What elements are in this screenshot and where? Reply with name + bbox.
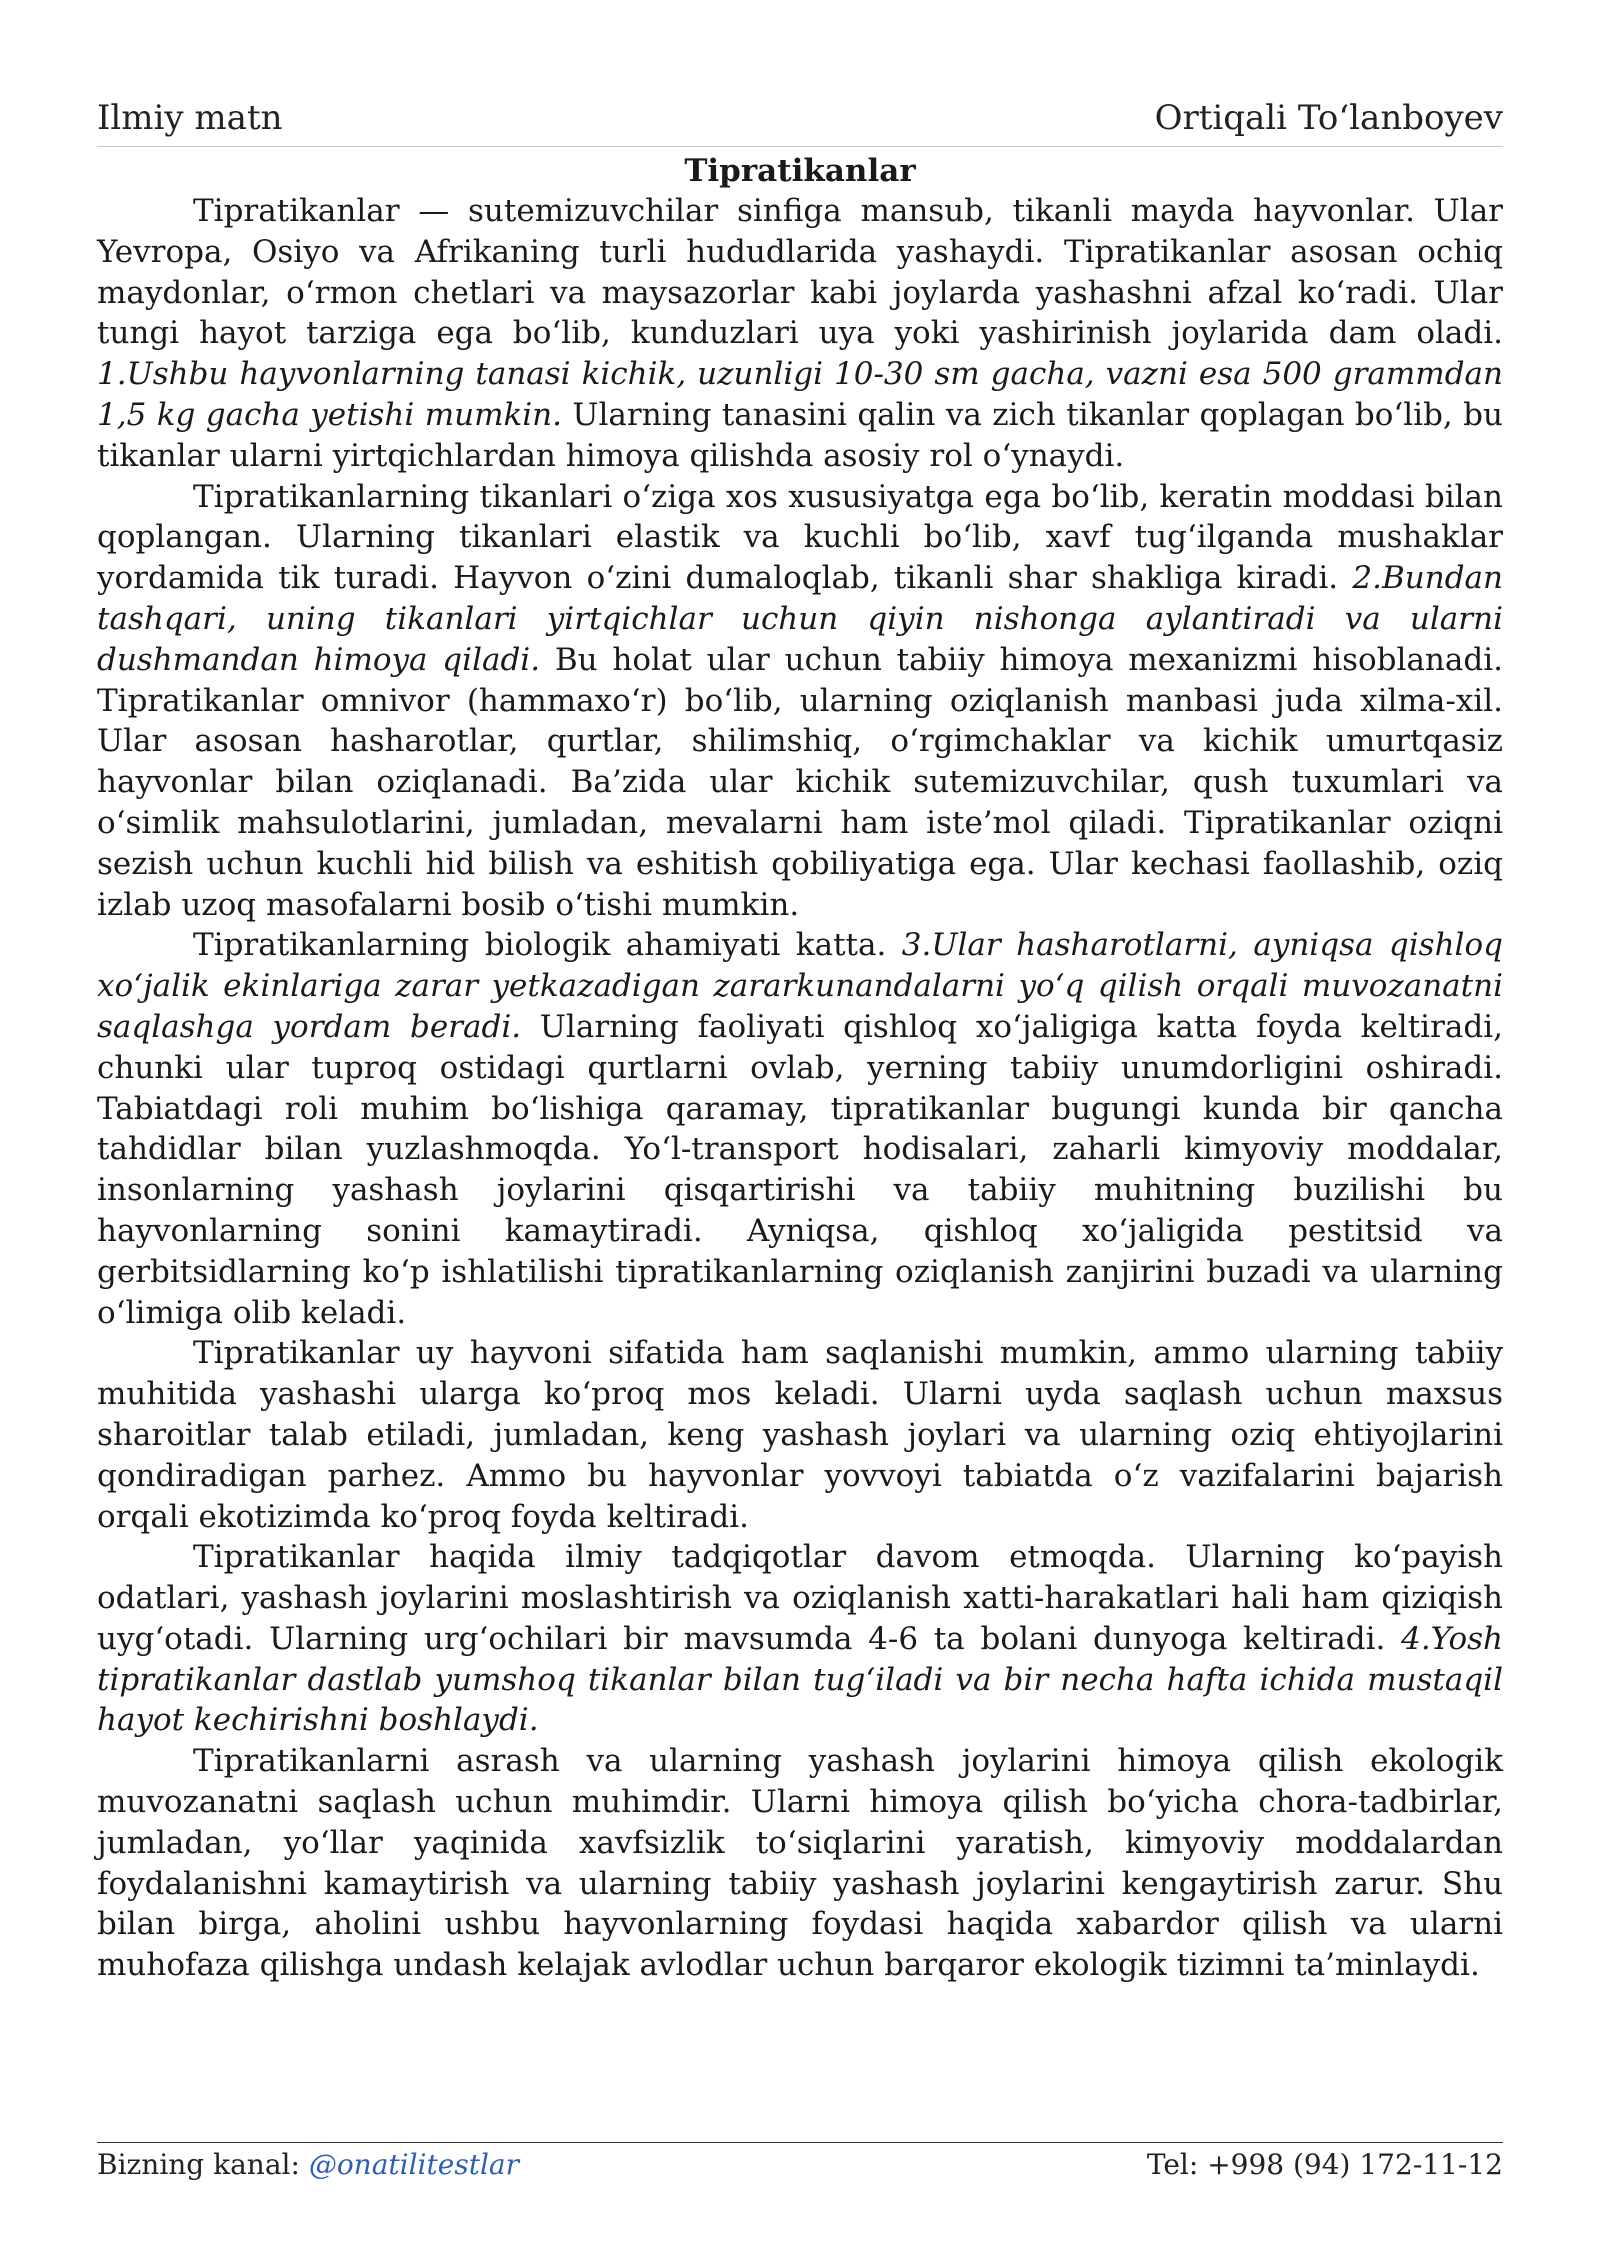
italic-sentence: 4.Yosh tipratikanlar dastlab yumshoq tikanlar bilan tug‘iladi va bir necha hafta ichida mustaqil hayot kechirishni boshlaydi.: [97, 1620, 1503, 1739]
page-header: [97, 98, 1503, 146]
text-run: Tipratikanlar uy hayvoni sifatida ham saqlanishi mumkin, ammo ularning tabiiy muhitida yashashi ularga ko‘proq mos keladi. Ularni uyda saqlash uchun maxsus sharoitlar talab etiladi, jumladan, keng yashash joylari va ularning oziq ehtiyojlarini qondiradigan parhez. Ammo bu hayvonlar yovvoyi tabiatda o‘z vazifalarini bajarish orqali ekotizimda ko‘proq foyda keltiradi.: [97, 1335, 1503, 1535]
header-right: Ortiqali To‘lanboyev: [1154, 98, 1503, 138]
footer-phone: Tel: +998 (94) 172-11-12: [1146, 2147, 1503, 2181]
header-divider: [97, 146, 1503, 147]
channel-link[interactable]: @onatilitestlar: [308, 2147, 519, 2181]
document-title: Tipratikanlar: [684, 153, 916, 189]
footer-channel: [97, 2148, 519, 2181]
header-left: Ilmiy matn: [97, 98, 283, 138]
footer-channel-label: Bizning kanal:: [97, 2147, 309, 2181]
paragraph: [97, 925, 1503, 1333]
page-footer: [97, 2146, 1503, 2182]
text-run: Bu holat ular uchun tabiiy himoya mexanizmi hisoblanadi. Tipratikanlar omnivor (hammaxo‘r) bo‘lib, ularning oziqlanish manbasi juda xilma-xil. Ular asosan hasharotlar, qurtlar, shilimshiq, o‘rgimchaklar va kichik umurtqasiz hayvonlar bilan oziqlanadi. Ba’zida ular kichik sutemizuvchilar, qush tuxumlari va o‘simlik mahsulotlarini, jumladan, mevalarni ham iste’mol qiladi. Tipratikanlar oziqni sezish uchun kuchli hid bilish va eshitish qobiliyatiga ega. Ular kechasi faollashib, oziq izlab uzoq masofalarni bosib o‘tishi mumkin.: [97, 641, 1503, 923]
text-run: Tipratikanlar — sutemizuvchilar sinfiga mansub, tikanli mayda hayvonlar. Ular Yevropa, Osiyo va Afrikaning turli hududlarida yashaydi. Tipratikanlar asosan ochiq maydonlar, o‘rmon chetlari va maysazorlar kabi joylarda yashashni afzal ko‘radi. Ular tungi hayot tarziga ega bo‘lib, kunduzlari uya yoki yashirinish joylarida dam oladi.: [97, 193, 1503, 352]
text-run: Ularning faoliyati qishloq xo‘jaligiga katta foyda keltiradi, chunki ular tuproq ostidagi qurtlarni ovlab, yerning tabiiy unumdorligini oshiradi. Tabiatdagi roli muhim bo‘lishiga qaramay, tipratikanlar bugungi kunda bir qancha tahdidlar bilan yuzlashmoqda. Yo‘l-transport hodisalari, zaharli kimyoviy moddalar, insonlarning yashash joylarini qisqartirishi va tabiiy muhitning buzilishi bu hayvonlarning sonini kamaytiradi. Ayniqsa, qishloq xo‘jaligida pestitsid va gerbitsidlarning ko‘p ishlatilishi tipratikanlarning oziqlanish zanjirini buzadi va ularning o‘limiga olib keladi.: [97, 1008, 1503, 1331]
italic-sentence: 2.Bundan tashqari, uning tikanlari yirtqichlar uchun qiyin nishonga aylantiradi va ularni dushmandan himoya qiladi.: [97, 560, 1503, 678]
text-run: Tipratikanlar haqida ilmiy tadqiqotlar davom etmoqda. Ularning ko‘payish odatlari, yashash joylarini moslashtirish va oziqlanish xatti-harakatlari hali ham qiziqish uyg‘otadi. Ularning urg‘ochilari bir mavsumda 4-6 ta bolani dunyoga keltiradi.: [97, 1539, 1503, 1657]
paragraph: [97, 1741, 1503, 1986]
document-body: [97, 191, 1503, 1986]
paragraph: [97, 477, 1503, 926]
italic-sentence: 3.Ular hasharotlarni, ayniqsa qishloq xo‘jalik ekinlariga zarar yetkazadigan zararkunandalarni yo‘q qilish orqali muvozanatni saqlashga yordam beradi.: [97, 927, 1503, 1045]
paragraph: [97, 1537, 1503, 1741]
paragraph: [97, 1333, 1503, 1537]
paragraph: [97, 191, 1503, 477]
text-run: Tipratikanlarni asrash va ularning yashash joylarini himoya qilish ekologik muvozanatni saqlash uchun muhimdir. Ularni himoya qilish bo‘yicha chora-tadbirlar, jumladan, yo‘llar yaqinida xavfsizlik to‘siqlarini yaratish, kimyoviy moddalardan foydalanishni kamaytirish va ularning tabiiy yashash joylarini kengaytirish zarur. Shu bilan birga, aholini ushbu hayvonlarning foydasi haqida xabardor qilish va ularni muhofaza qilishga undash kelajak avlodlar uchun barqaror ekologik tizimni ta’minlaydi.: [97, 1743, 1503, 1984]
footer-divider: [97, 2142, 1503, 2143]
text-run: Tipratikanlarning tikanlari o‘ziga xos xususiyatga ega bo‘lib, keratin moddasi bilan qoplangan. Ularning tikanlari elastik va kuchli bo‘lib, xavf tug‘ilganda mushaklar yordamida tik turadi. Hayvon o‘zini dumaloqlab, tikanli shar shakliga kiradi.: [97, 478, 1503, 597]
text-run: Ularning tanasini qalin va zich tikanlar qoplagan bo‘lib, bu tikanlar ularni yirtqichlardan himoya qilishda asosiy rol o‘ynaydi.: [97, 396, 1503, 474]
italic-sentence: 1.Ushbu hayvonlarning tanasi kichik, uzunligi 10-30 sm gacha, vazni esa 500 grammdan 1,5 kg gacha yetishi mumkin.: [97, 356, 1503, 433]
text-run: Tipratikanlarning biologik ahamiyati katta.: [193, 927, 902, 964]
